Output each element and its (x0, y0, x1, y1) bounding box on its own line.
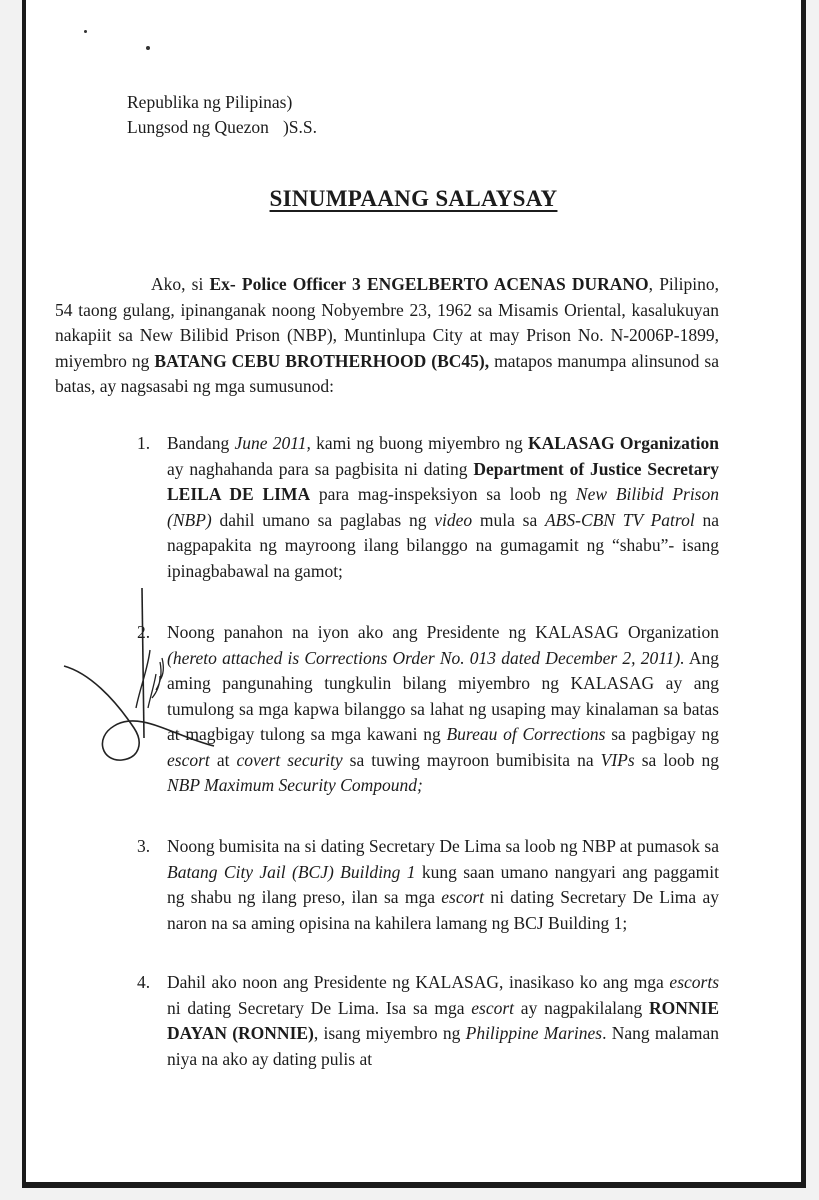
statement-item-2 (137, 620, 719, 799)
handwritten-signature (44, 588, 234, 778)
item-text: para mag-inspeksiyon sa loob ng (310, 484, 576, 504)
document-page (22, 0, 806, 1188)
document-title: SINUMPAANG SALAYSAY (269, 186, 558, 211)
intro-text: , Pilipino, 54 taong gulang, ipinanganak noong Nobyembre 23, 1962 sa Misamis Oriental, kasalukuyan nakapiit sa New Bilibid Prison (NBP), Muntinlupa City at may Prison No. N-2006P-1899, miyembro ng (55, 274, 719, 371)
item-text: sa tuwing mayroon bumibisita na (342, 749, 601, 770)
item-emphasis: Bureau of Corrections (446, 724, 606, 744)
item-text: ni dating Secretary De Lima ay naron na sa aming opisina na kahilera lamang ng BCJ Building 1; (167, 887, 719, 933)
item-text: ay nagpakilalang (514, 997, 649, 1018)
item-emphasis: (hereto attached is Corrections Order No. 013 dated December 2, 2011). (167, 647, 685, 668)
statement-item-1 (137, 431, 719, 584)
item-emphasis: June 2011, (234, 433, 311, 453)
scan-speck (84, 30, 87, 33)
item-number: 4. (137, 972, 151, 992)
item-strong: RONNIE DAYAN (RONNIE) (167, 997, 719, 1043)
item-strong: Department of Justice Secretary LEILA DE LIMA (167, 458, 719, 504)
venue-place: Lungsod ng Quezon (127, 117, 269, 137)
item-text: Ang aming pangunahing tungkulin bilang miyembro ng KALASAG ay ang tumulong sa mga kapwa bilanggo sa lahat ng usaping may kinalaman sa batas at magbigay tulong sa mga kawani ng (167, 647, 719, 744)
item-emphasis: video (434, 509, 473, 530)
intro-text: Ako, si (151, 274, 210, 294)
item-text: Noong bumisita na si dating Secretary De Lima sa loob ng NBP at pumasok sa (167, 836, 719, 856)
statement-item-3 (137, 834, 719, 936)
venue-caption (127, 90, 427, 140)
item-strong: KALASAG Organization (528, 433, 719, 453)
affiant-name: Ex- Police Officer 3 ENGELBERTO ACENAS DURANO (209, 274, 649, 294)
intro-paragraph (55, 272, 719, 400)
item-text: dahil umano sa paglabas ng (211, 509, 435, 530)
item-emphasis: escort (167, 749, 210, 770)
item-text: . Nang malaman niya na ako ay dating pulis at (167, 1023, 720, 1069)
scan-speck (146, 46, 150, 50)
venue-line-2 (127, 115, 427, 140)
item-emphasis: escort (441, 887, 485, 907)
gang-name: BATANG CEBU BROTHERHOOD (BC45), (154, 350, 490, 371)
item-text: sa loob ng (634, 749, 719, 770)
statement-item-4 (137, 970, 720, 1072)
item-emphasis: ABS-CBN TV Patrol (544, 509, 695, 530)
item-text: ni dating Secretary De Lima. Isa sa mga (167, 997, 472, 1018)
item-number: 1. (137, 433, 151, 453)
item-emphasis: Batang City Jail (BCJ) Building 1 (167, 861, 416, 882)
item-emphasis: covert security (236, 749, 343, 770)
item-number: 3. (137, 836, 151, 856)
item-text: kami ng buong miyembro ng (310, 433, 529, 453)
item-text: , isang miyembro ng (313, 1023, 466, 1043)
item-text: ay naghahanda para sa pagbisita ni dating (167, 458, 474, 479)
item-emphasis: New Bilibid Prison (NBP) (167, 484, 719, 530)
item-text: Noong panahon na iyon ako ang Presidente ng KALASAG Organization (167, 622, 719, 642)
item-text: kung saan umano nangyari ang paggamit ng shabu ng ilang preso, ilan sa mga (167, 861, 719, 907)
item-emphasis: Philippine Marines (465, 1023, 603, 1043)
item-emphasis: VIPs (600, 749, 635, 770)
venue-suffix: )S.S. (282, 117, 317, 137)
item-text: Dahil ako noon ang Presidente ng KALASAG, inasikaso ko ang mga (167, 972, 670, 992)
item-text: sa pagbigay ng (605, 724, 719, 744)
item-text: at (209, 749, 237, 770)
item-text: na nagpapakita ng mayroong ilang bilanggo na gumagamit ng “shabu”- isang ipinagbabawal na gamot; (167, 509, 719, 581)
item-emphasis: NBP Maximum Security Compound; (167, 775, 423, 795)
item-number: 2. (137, 622, 151, 642)
item-text: mula sa (472, 509, 545, 530)
item-emphasis: escorts (669, 972, 719, 992)
item-emphasis: escort (471, 997, 515, 1018)
item-text: Bandang (167, 433, 235, 453)
intro-text: matapos manumpa alinsunod sa batas, ay nagsasabi ng mga sumusunod: (55, 350, 719, 396)
venue-line-1: Republika ng Pilipinas) (127, 92, 293, 112)
